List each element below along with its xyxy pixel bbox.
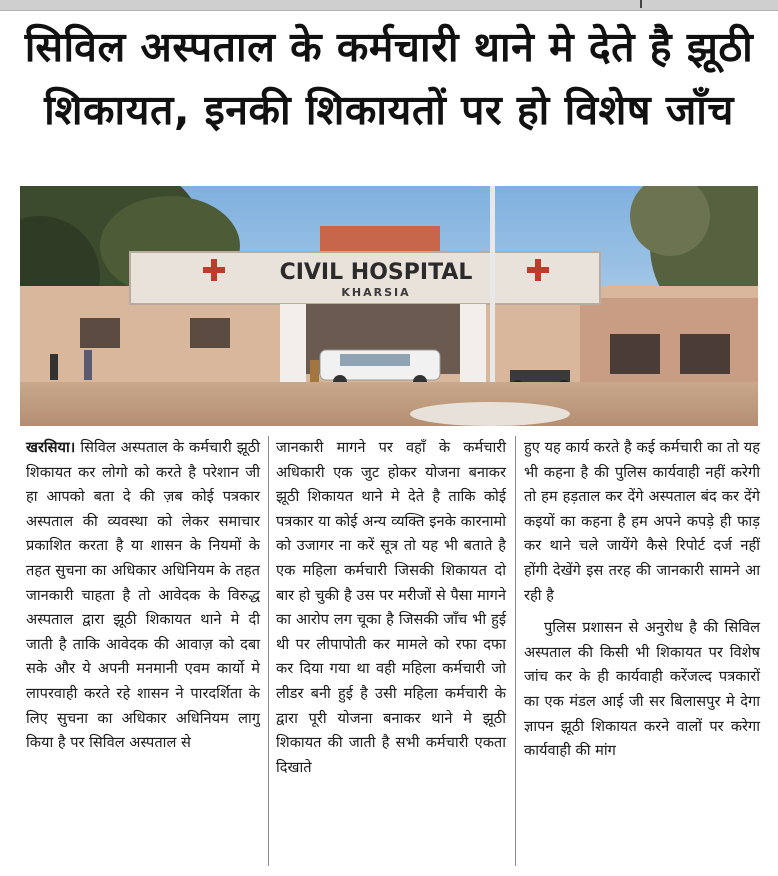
dateline: खरसिया। xyxy=(26,439,76,456)
column-3-paragraph-1: हुए यह कार्य करते है कई कर्मचारी का तो यह भी कहना है की पुलिस कार्यवाही नहीं करेगी तो हम हड़ताल कर देंगे अस्पताल बंद कर देंगे कइयों का कहना है हम अपने कपड़े ही फाड़ कर थाने चले जायेंगे कैसे रिपोर्ट दर्ज नहीं होंगी देखेंगे इस तरह की जानकारी सामने आ रही है xyxy=(524,439,760,604)
article-column-3 xyxy=(524,436,760,868)
top-strip-mark xyxy=(640,0,642,8)
article-column-1 xyxy=(26,436,260,868)
column-divider-2 xyxy=(515,436,516,866)
headline-line-1: सिविल अस्पताल के कर्मचारी थाने मे देते है झूठी xyxy=(24,23,754,71)
column-2-text: जानकारी मागने पर वहाँ के कर्मचारी अधिकारी एक जुट होकर योजना बनाकर झूठी शिकायत थाने मे देते है ताकि कोई पत्रकार या कोई अन्य व्यक्ति इनके कारनामो को उजागर ना करें सूत्र तो यह भी बताते है एक महिला कर्मचारी जिसकी शिकायत दो बार हो चुकी है उस पर मरीजों से पैसा मागने का आरोप लग चूका है जिसकी जाँच भी हुई थी पर लीपापोती कर मामले को रफा दफा कर दिया गया था वही महिला कर्मचारी जो लीडर बनी हुई है उसी महिला कर्मचारी के द्वारा पूरी योजना बनाकर थाने मे झूठी शिकायत की जाती है सभी कर्मचारी एकता दिखाते xyxy=(276,439,506,776)
column-1-text: सिविल अस्पताल के कर्मचारी झूठी शिकायत कर लोगो को करते है परेशान जी हा आपको बता दे की ज़ब कोई पत्रकार अस्पताल की व्यवस्था को लेकर समाचार प्रकाशित करता है या शासन के नियमों के तहत सुचना का अधिकार अधिनियम के तहत जानकारी चाहता है तो आवेदक के विरुद्ध अस्पताल द्वारा झूठी शिकायत थाने मे दी जाती है ताकि आवेदक की आवाज़ को दबा सके और ये अपनी मनमानी एवम कार्यो मे लापरवाही करते रहे शासन ने पारदर्शिता के लिए सुचना का अधिकार अधिनियम लागु किया है पर सिविल अस्पताल से xyxy=(26,439,260,752)
headline-line-2: शिकायत, इनकी शिकायतों पर हो विशेष जाँच xyxy=(44,86,734,134)
column-3-paragraph-2: पुलिस प्रशासन से अनुरोध है की सिविल अस्पताल की किसी भी शिकायत पर विशेष जांच कर के ही कार्यवाही करेंजल्द पत्रकारों का एक मंडल आई जी सर बिलासपुर मे देगा ज्ञापन झूठी शिकायत करने वालों पर करेगा कार्यवाही की मांग xyxy=(524,619,760,760)
sign-sub-text: KHARSIA xyxy=(341,286,411,299)
article-column-2 xyxy=(276,436,506,868)
sign-main-text: CIVIL HOSPITAL xyxy=(279,260,473,285)
column-divider-1 xyxy=(268,436,269,866)
page-top-strip xyxy=(0,0,778,11)
hospital-photo xyxy=(20,186,758,426)
article-body xyxy=(20,436,760,868)
headline xyxy=(10,16,768,142)
